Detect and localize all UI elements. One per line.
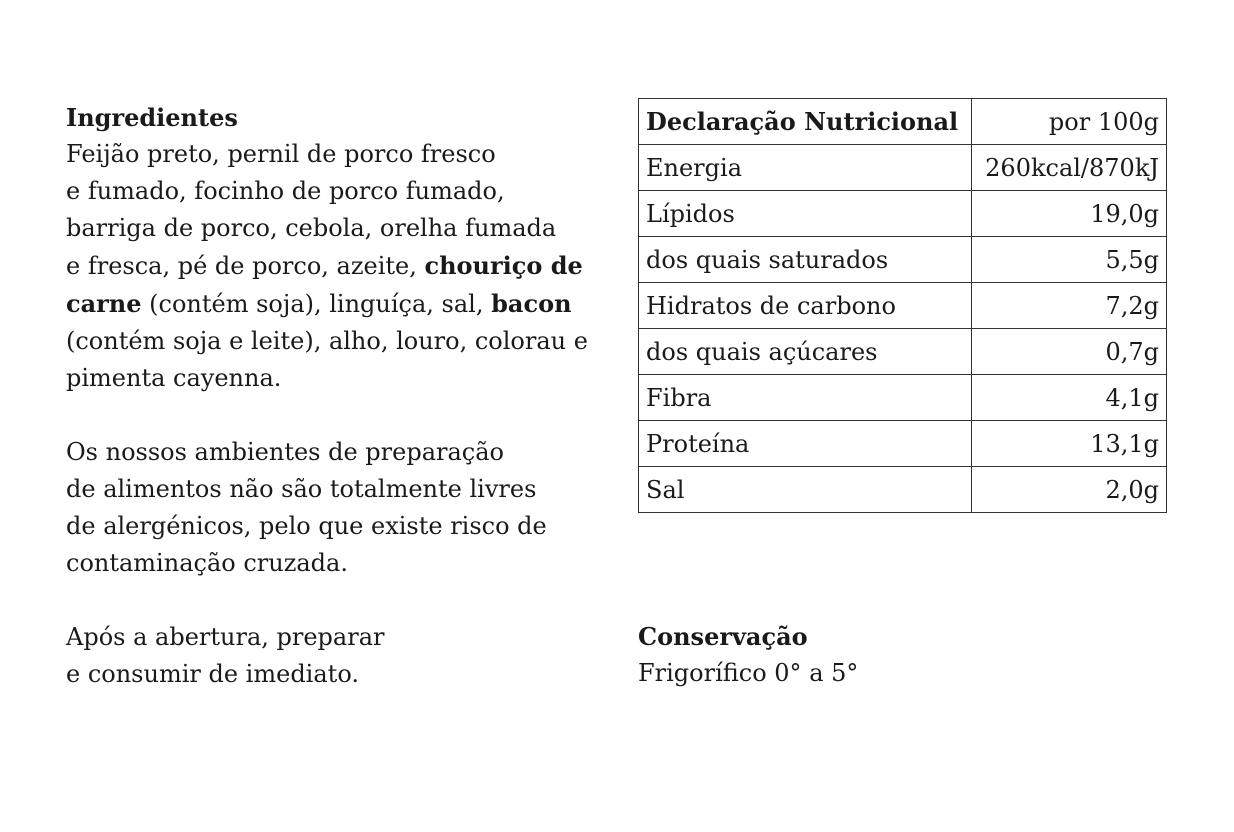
ingredients-text bbox=[66, 136, 606, 397]
nutrient-value: 4,1g bbox=[972, 375, 1167, 421]
nutrient-value: 19,0g bbox=[972, 191, 1167, 237]
allergen-notice-line: Os nossos ambientes de preparação bbox=[66, 438, 504, 466]
nutrition-row bbox=[639, 283, 1167, 329]
nutrient-label: Hidratos de carbono bbox=[639, 283, 972, 329]
nutrition-table bbox=[638, 98, 1167, 513]
allergen-notice-line: de alimentos não são totalmente livres bbox=[66, 475, 537, 503]
nutrient-label: dos quais açúcares bbox=[639, 329, 972, 375]
nutrient-value: 7,2g bbox=[972, 283, 1167, 329]
nutrient-value: 260kcal/870kJ bbox=[972, 145, 1167, 191]
nutrition-row bbox=[639, 145, 1167, 191]
nutrition-row bbox=[639, 421, 1167, 467]
nutrient-value: 2,0g bbox=[972, 467, 1167, 513]
nutrient-label: Sal bbox=[639, 467, 972, 513]
allergen-highlight: chouriço de bbox=[424, 251, 583, 280]
ingredients-title: Ingredientes bbox=[66, 103, 238, 132]
nutrient-label: Proteína bbox=[639, 421, 972, 467]
allergen-highlight: bacon bbox=[491, 289, 572, 318]
nutrition-header-row bbox=[639, 99, 1167, 145]
ingredients-line: carne (contém soja), linguíça, sal, bacon bbox=[66, 289, 572, 318]
conservation-section bbox=[638, 618, 858, 692]
conservation-value: Frigorífico 0° a 5° bbox=[638, 659, 859, 687]
nutrient-value: 13,1g bbox=[972, 421, 1167, 467]
nutrition-row bbox=[639, 191, 1167, 237]
nutrition-row bbox=[639, 329, 1167, 375]
left-column bbox=[66, 99, 606, 693]
ingredients-line: e fumado, focinho de porco fumado, bbox=[66, 177, 505, 205]
nutrient-value: 5,5g bbox=[972, 237, 1167, 283]
nutrient-label: Energia bbox=[639, 145, 972, 191]
conservation-title: Conservação bbox=[638, 622, 808, 651]
ingredients-section bbox=[66, 99, 606, 397]
allergen-notice-line: de alergénicos, pelo que existe risco de bbox=[66, 512, 547, 540]
after-opening-line: Após a abertura, preparar bbox=[66, 623, 385, 651]
nutrition-header-unit: por 100g bbox=[972, 99, 1167, 145]
nutrient-label: Fibra bbox=[639, 375, 972, 421]
ingredients-line: (contém soja e leite), alho, louro, colorau e bbox=[66, 327, 588, 355]
ingredients-line: e fresca, pé de porco, azeite, chouriço de bbox=[66, 251, 583, 280]
ingredients-line: Feijão preto, pernil de porco fresco bbox=[66, 140, 496, 168]
allergen-notice bbox=[66, 434, 606, 582]
nutrition-header-label: Declaração Nutricional bbox=[639, 99, 972, 145]
nutrient-label: dos quais saturados bbox=[639, 237, 972, 283]
allergen-highlight: carne bbox=[66, 289, 142, 318]
nutrition-row bbox=[639, 237, 1167, 283]
after-opening-line: e consumir de imediato. bbox=[66, 660, 359, 688]
nutrient-label: Lípidos bbox=[639, 191, 972, 237]
ingredients-line: barriga de porco, cebola, orelha fumada bbox=[66, 214, 557, 242]
nutrition-row bbox=[639, 375, 1167, 421]
nutrition-row bbox=[639, 467, 1167, 513]
allergen-notice-line: contaminação cruzada. bbox=[66, 549, 348, 577]
nutrient-value: 0,7g bbox=[972, 329, 1167, 375]
after-opening-notice bbox=[66, 619, 606, 693]
ingredients-line: pimenta cayenna. bbox=[66, 364, 282, 392]
